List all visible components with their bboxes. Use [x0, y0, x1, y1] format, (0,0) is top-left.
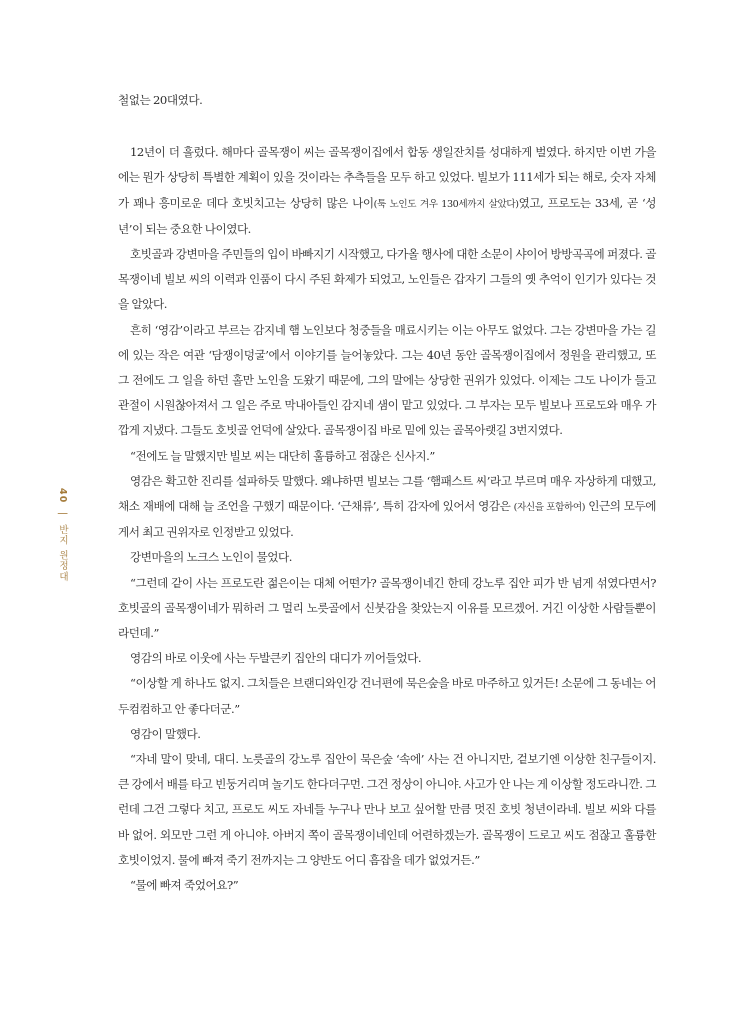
- page-number: 40: [57, 488, 68, 504]
- text-run: 철없는 20대였다.: [118, 93, 203, 107]
- paragraph-gap: [118, 113, 656, 140]
- text-run: 호빗골과 강변마을 주민들의 입이 바빠지기 시작했고, 다가올 행사에 대한 소문이 샤이어 방방곡곡에 퍼졌다. 골목쟁이네 빌보 씨의 이력과 인품이 다시 주된 화제가 되었고, 노인들은 갑자기 그들의 옛 추억이 인기가 있다는 것을 알았다.: [118, 247, 656, 312]
- paragraph: [118, 671, 656, 721]
- folio-separator: |: [57, 511, 68, 517]
- text-run: 영감은 확고한 진리를 설파하듯 말했다. 왜냐하면 빌보는 그를 ‘햄패스트 씨’라고 부르며 매우 자상하게 대했고, 채소 재배에 대해 늘 조언을 구했기 때문이다. ‘근채류’, 특히 감자에 있어서 영감은: [118, 473, 656, 514]
- paragraph: [118, 646, 656, 671]
- paragraph: [118, 571, 656, 647]
- text-run: “그런데 같이 사는 프로도란 젊은이는 대체 어떤가? 골목쟁이네긴 한데 강노루 집안 피가 반 넘게 섞였다면서? 호빗골의 골목쟁이네가 뭐하러 그 멀리 노릇골에서 신붓감을 찾았는지 이유를 모르겠어. 거긴 이상한 사람들뿐이라던데.”: [118, 575, 656, 641]
- paragraph: [118, 444, 656, 469]
- paragraph: [118, 722, 656, 747]
- paragraph: [118, 545, 656, 570]
- running-folio: [55, 488, 69, 582]
- text-run: “자네 말이 맞네, 대디. 노릇골의 강노루 집안이 묵은숲 ‘속에’ 사는 건 아니지만, 겉보기엔 이상한 친구들이지. 큰 강에서 배를 타고 빈둥거리며 놀기도 한다더구먼. 그건 정상이 아니야. 사고가 안 나는 게 이상할 정도라니깐. 그런데 그건 그렇다 치고, 프로도 씨도 자네들 누구나 만나 보고 싶어할 만큼 멋진 호빗 청년이라네. 빌보 씨와 다를 바 없어. 외모만 그런 게 아니야. 아버지 쪽이 골목쟁이네인데 어련하겠는가. 골목쟁이 드로고 씨도 점잖고 훌륭한 호빗이었지. 물에 빠져 죽기 전까지는 그 양반도 어디 흠잡을 데가 없었거든.”: [118, 752, 656, 867]
- text-run: 인근의 모두에게서 최고 권위자로 인정받고 있었다.: [118, 499, 656, 540]
- paragraph: [118, 873, 656, 898]
- body-text: [118, 88, 656, 898]
- parenthetical-note: (툭 노인도 겨우 130세까지 살았다): [373, 198, 519, 210]
- text-run: “이상할 게 하나도 없지. 그치들은 브랜디와인강 건너편에 묵은숲을 바로 마주하고 있거든! 소문에 그 동네는 어두컴컴하고 안 좋다더군.”: [118, 676, 656, 716]
- text-run: “물에 빠져 죽었어요?”: [130, 878, 239, 893]
- parenthetical-note: (자신을 포함하여): [513, 502, 586, 514]
- paragraph: [118, 469, 656, 546]
- text-run: “전에도 늘 말했지만 빌보 씨는 대단히 훌륭하고 점잖은 신사지.”: [130, 448, 435, 463]
- paragraph: [118, 88, 656, 113]
- paragraph: [118, 140, 656, 242]
- paragraph: [118, 747, 656, 873]
- paragraph: [118, 318, 656, 444]
- running-book-title: 반지 원정대: [57, 524, 68, 583]
- text-run: 흔히 ‘영감’이라고 부르는 감지네 햄 노인보다 청중들을 매료시키는 이는 아무도 없었다. 그는 강변마을 가는 길에 있는 작은 여관 ‘담쟁이덩굴’에서 이야기를 늘어놓았다. 그는 40년 동안 골목쟁이집에서 정원을 관리했고, 또 그 전에도 그 일을 하던 홀만 노인을 도왔기 때문에, 그의 말에는 상당한 권위가 있었다. 이제는 그도 나이가 들고 관절이 시원찮아져서 그 일은 주로 막내아들인 감지네 샘이 맡고 있었다. 그 부자는 모두 빌보나 프로도와 매우 가깝게 지냈다. 그들도 호빗골 언덕에 살았다. 골목쟁이집 바로 밑에 있는 골목아랫길 3번지였다.: [118, 322, 656, 438]
- text-run: 강변마을의 노크스 노인이 물었다.: [130, 550, 292, 565]
- paragraph: [118, 242, 656, 318]
- text-run: 영감의 바로 이웃에 사는 두발큰키 집안의 대디가 끼어들었다.: [130, 651, 422, 666]
- text-run: 12년이 더 흘렀다. 해마다 골목쟁이 씨는 골목쟁이집에서 합동 생일잔치를 성대하게 벌였다. 하지만 이번 가을에는 뭔가 상당히 특별한 계획이 있을 것이라는 추측들을 모두 하고 있었다. 빌보가 111세가 되는 해로, 숫자 자체가 꽤나 흥미로운 데다 호빗치고는 상당히 많은 나이: [118, 145, 656, 210]
- text-run: 영감이 말했다.: [130, 726, 201, 741]
- text-run: 였고, 프로도는 33세, 곧 ‘성년’이 되는 중요한 나이였다.: [118, 195, 657, 236]
